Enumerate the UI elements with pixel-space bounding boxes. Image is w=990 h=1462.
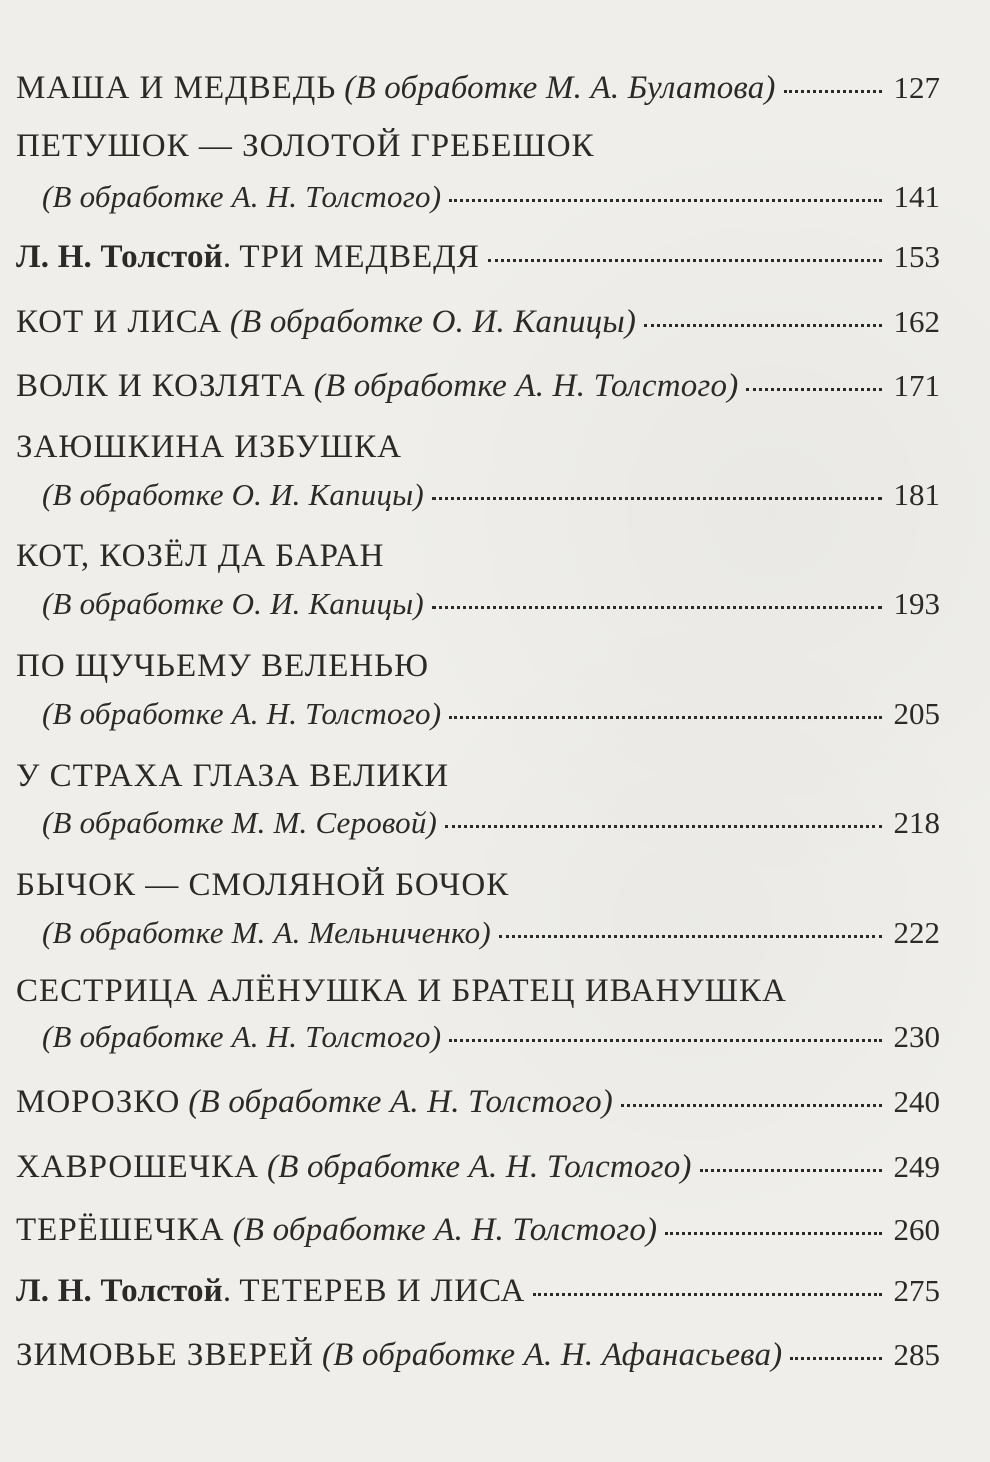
adaptation-note: (В обработке А. Н. Толстого) [188, 1084, 613, 1120]
page-number: 205 [893, 696, 940, 731]
toc-entry-tereshechka [16, 1209, 940, 1251]
toc-entry-zimovye-zverey [16, 1334, 940, 1376]
story-title: МАША И МЕДВЕДЬ [16, 70, 337, 106]
adaptation-note: (В обработке А. Н. Толстого) [42, 696, 442, 731]
page-number: 171 [893, 368, 940, 403]
dot-leader [790, 1356, 882, 1360]
toc-entry-u-strakha-title [16, 755, 940, 797]
story-title: ХАВРОШЕЧКА [16, 1149, 259, 1185]
page-number: 181 [893, 477, 940, 512]
toc-entry-zayushkina-note [42, 474, 940, 516]
adaptation-note: (В обработке М. А. Мельниченко) [42, 915, 491, 950]
story-title: ТРИ МЕДВЕДЯ [239, 239, 480, 275]
page-number: 127 [893, 70, 940, 105]
toc-entry-masha-i-medved [16, 67, 940, 109]
adaptation-note: (В обработке А. Н. Толстого) [42, 179, 442, 214]
author-name: Л. Н. Толстой [16, 1273, 223, 1309]
toc-entry-tri-medvedya: Л. Н. Толстой . ТРИ МЕДВЕДЯ 153 [16, 236, 940, 278]
story-title: ЗАЮШКИНА ИЗБУШКА [16, 429, 402, 465]
adaptation-note: (В обработке А. Н. Афанасьева) [321, 1337, 783, 1373]
adaptation-note: (В обработке О. И. Капицы) [42, 477, 424, 512]
dot-leader [449, 715, 882, 719]
story-title: У СТРАХА ГЛАЗА ВЕЛИКИ [16, 758, 450, 794]
dot-leader [488, 258, 882, 262]
dot-leader [499, 934, 882, 938]
story-title: ЗИМОВЬЕ ЗВЕРЕЙ [16, 1337, 314, 1373]
toc-entry-sestritsa-title [16, 970, 940, 1012]
page-number: 218 [893, 805, 940, 840]
page-number: 193 [893, 586, 940, 621]
story-title: ТЕРЁШЕЧКА [16, 1212, 225, 1248]
page-number: 249 [893, 1149, 940, 1184]
story-title: ТЕТЕРЕВ И ЛИСА [239, 1273, 526, 1309]
toc-entry-po-shchuchyemu-title [16, 645, 940, 687]
toc-entry-petushok-note [42, 176, 940, 218]
page-number: 162 [893, 304, 940, 339]
toc-entry-zayushkina-title [16, 426, 940, 468]
toc-entry-bychok-note [42, 912, 940, 954]
toc-entry-volk-i-kozlyata [16, 365, 940, 407]
dot-leader [644, 323, 882, 327]
dot-leader [432, 605, 882, 609]
adaptation-note: (В обработке О. И. Капицы) [229, 304, 637, 340]
dot-leader [665, 1231, 882, 1235]
story-title: ПО ЩУЧЬЕМУ ВЕЛЕНЬЮ [16, 648, 430, 684]
toc-entry-khavroshechka [16, 1146, 940, 1188]
adaptation-note: (В обработке О. И. Капицы) [42, 586, 424, 621]
toc-entry-u-strakha-note [42, 802, 940, 844]
page-number: 141 [893, 179, 940, 214]
page-number: 285 [893, 1337, 940, 1372]
page-number: 230 [893, 1019, 940, 1054]
adaptation-note: (В обработке М. М. Серовой) [42, 805, 438, 840]
author-name: Л. Н. Толстой [16, 239, 223, 275]
dot-leader [449, 1038, 882, 1042]
page-number: 260 [893, 1212, 940, 1247]
story-title: КОТ, КОЗЁЛ ДА БАРАН [16, 538, 385, 574]
adaptation-note: (В обработке А. Н. Толстого) [42, 1019, 442, 1054]
dot-leader [432, 496, 882, 500]
dot-leader [445, 824, 882, 828]
dot-leader [746, 387, 882, 391]
page-number: 275 [893, 1273, 940, 1308]
adaptation-note: (В обработке А. Н. Толстого) [232, 1212, 658, 1248]
adaptation-note: (В обработке М. А. Булатова) [344, 70, 776, 106]
story-title: ВОЛК И КОЗЛЯТА [16, 368, 306, 404]
toc-entry-po-shchuchyemu-note [42, 693, 940, 735]
toc-entry-petushok-title [16, 125, 940, 167]
dot-leader [784, 89, 882, 93]
toc-entry-kot-kozel-title [16, 535, 940, 577]
story-title: МОРОЗКО [16, 1084, 181, 1120]
toc-entry-kot-kozel-note [42, 583, 940, 625]
toc-entry-kot-i-lisa [16, 301, 940, 343]
dot-leader [621, 1103, 882, 1107]
adaptation-note: (В обработке А. Н. Толстого) [313, 368, 739, 404]
story-title: СЕСТРИЦА АЛЁНУШКА И БРАТЕЦ ИВАНУШКА [16, 973, 787, 1009]
page-number: 153 [893, 239, 940, 274]
page-number: 240 [893, 1084, 940, 1119]
dot-leader [449, 198, 882, 202]
toc-entry-bychok-title [16, 864, 940, 906]
toc-entry-sestritsa-note [42, 1016, 940, 1058]
page-number: 222 [893, 915, 940, 950]
story-title: БЫЧОК — СМОЛЯНОЙ БОЧОК [16, 867, 510, 903]
story-title: ПЕТУШОК — ЗОЛОТОЙ ГРЕБЕШОК [16, 128, 595, 164]
adaptation-note: (В обработке А. Н. Толстого) [267, 1149, 692, 1185]
toc-entry-teterev-i-lisa: Л. Н. Толстой . ТЕТЕРЕВ И ЛИСА 275 [16, 1270, 940, 1312]
dot-leader [533, 1292, 882, 1296]
story-title: КОТ И ЛИСА [16, 304, 222, 340]
toc-entry-morozko [16, 1081, 940, 1123]
dot-leader [700, 1168, 882, 1172]
